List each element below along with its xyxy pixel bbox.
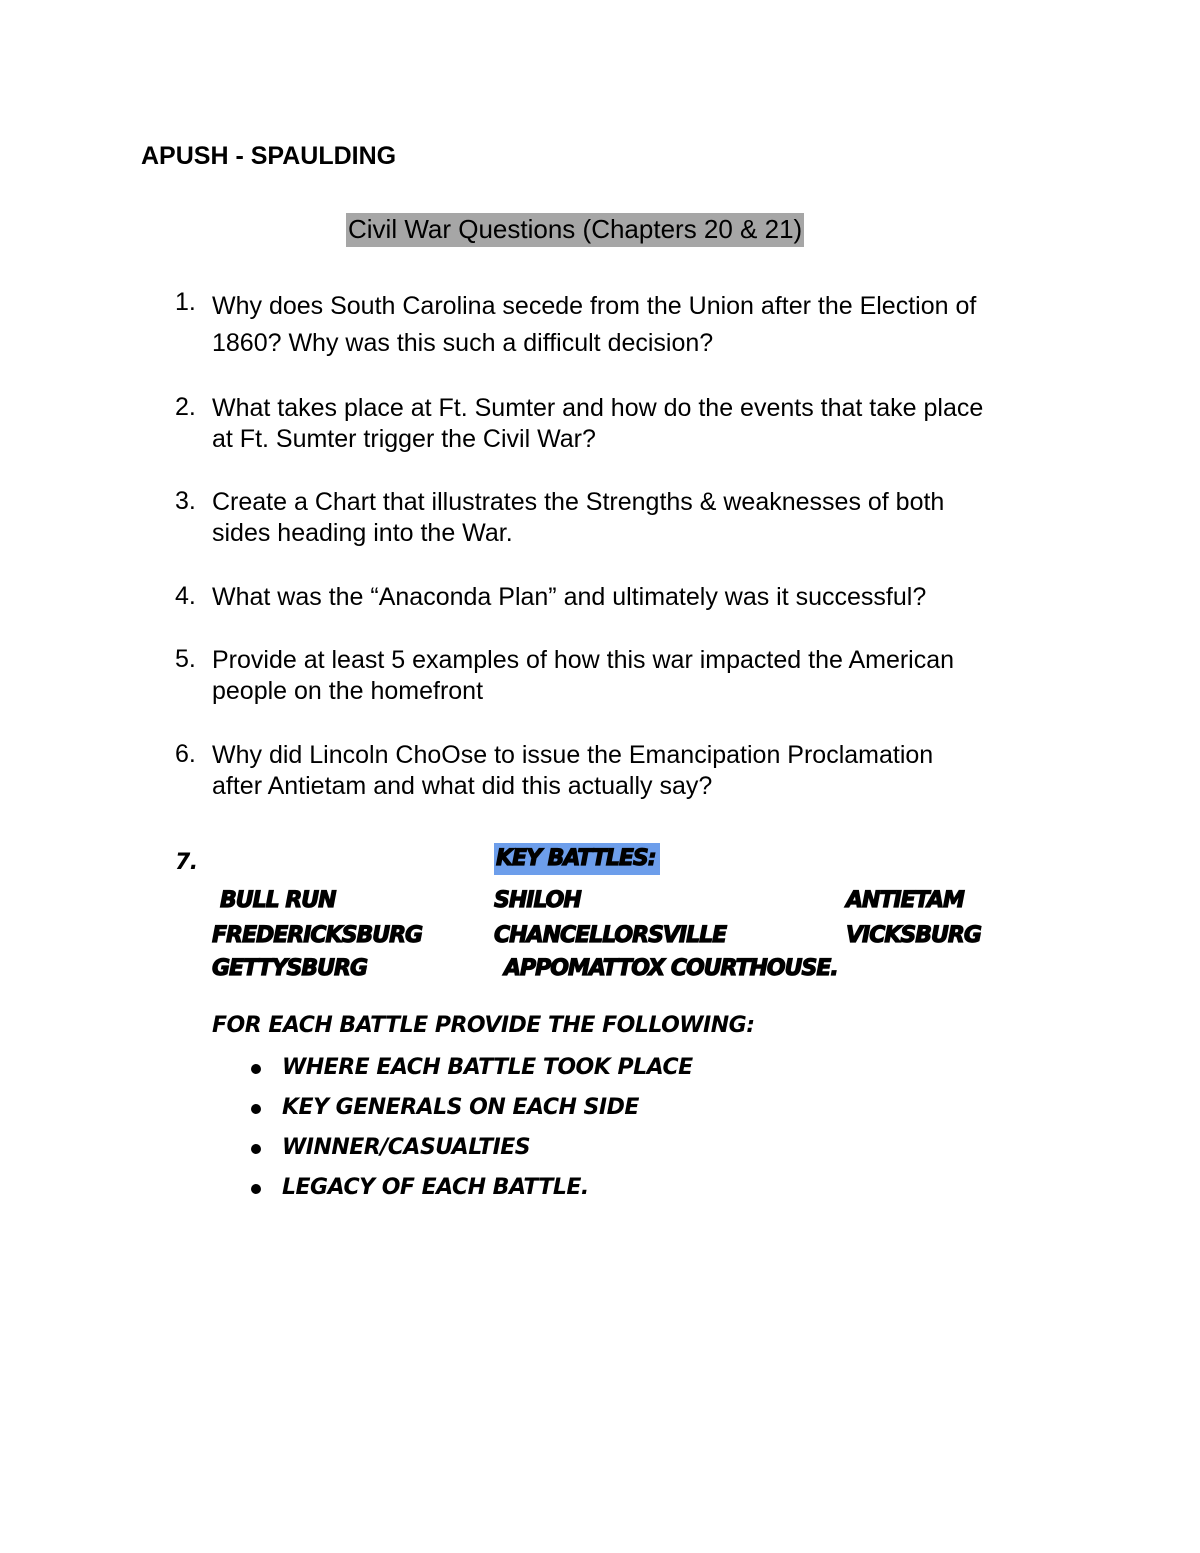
battle-shiloh: SHILOH bbox=[494, 888, 581, 913]
question-line: sides heading into the War. bbox=[212, 519, 513, 547]
question-line: 1860? Why was this such a difficult decision? bbox=[212, 329, 714, 357]
question-line: Provide at least 5 examples of how this war impacted the American bbox=[212, 646, 955, 674]
requirements-list bbox=[246, 1052, 693, 1212]
question-line: What was the “Anaconda Plan” and ultimately was it successful? bbox=[212, 583, 927, 611]
battle-fredericksburg: FREDERICKSBURG bbox=[212, 923, 423, 948]
battle-antietam: ANTIETAM bbox=[846, 888, 964, 913]
battle-bull-run: BULL RUN bbox=[220, 888, 336, 913]
question-number: 4. bbox=[175, 582, 196, 610]
question-line: at Ft. Sumter trigger the Civil War? bbox=[212, 425, 596, 453]
question-text bbox=[212, 582, 1082, 613]
question-number: 2. bbox=[175, 393, 196, 421]
list-item: LEGACY OF EACH BATTLE. bbox=[246, 1172, 693, 1212]
question-line: Create a Chart that illustrates the Strengths & weaknesses of both bbox=[212, 488, 945, 516]
question-text bbox=[212, 645, 1082, 707]
question-number: 3. bbox=[175, 487, 196, 515]
battle-appomattox: APPOMATTOX COURTHOUSE. bbox=[504, 956, 838, 981]
document-title: Civil War Questions (Chapters 20 & 21) bbox=[346, 213, 804, 247]
question-text bbox=[212, 393, 1082, 455]
bullet-icon bbox=[251, 1144, 261, 1154]
bullet-icon bbox=[251, 1064, 261, 1074]
list-item: WINNER/CASUALTIES bbox=[246, 1132, 693, 1172]
course-header: APUSH - SPAULDING bbox=[141, 142, 397, 170]
question-text bbox=[212, 288, 1082, 362]
question-text bbox=[212, 740, 1082, 802]
question-line: What takes place at Ft. Sumter and how do the events that take place bbox=[212, 394, 984, 422]
list-item: WHERE EACH BATTLE TOOK PLACE bbox=[246, 1052, 693, 1092]
battle-chancellorsville: CHANCELLORSVILLE bbox=[494, 923, 727, 948]
question-number: 7. bbox=[175, 850, 198, 875]
key-battles-heading: KEY BATTLES: bbox=[494, 843, 660, 875]
question-number: 6. bbox=[175, 740, 196, 768]
question-line: Why did Lincoln ChoOse to issue the Emancipation Proclamation bbox=[212, 741, 934, 769]
question-text bbox=[212, 487, 1082, 549]
bullet-icon bbox=[251, 1184, 261, 1194]
list-item: KEY GENERALS ON EACH SIDE bbox=[246, 1092, 693, 1132]
bullet-icon bbox=[251, 1104, 261, 1114]
question-line: people on the homefront bbox=[212, 677, 484, 705]
question-number: 1. bbox=[175, 288, 196, 316]
instructions-text: FOR EACH BATTLE PROVIDE THE FOLLOWING: bbox=[212, 1013, 755, 1038]
battle-vicksburg: VICKSBURG bbox=[846, 923, 981, 948]
question-line: after Antietam and what did this actually say? bbox=[212, 772, 713, 800]
question-line: Why does South Carolina secede from the Union after the Election of bbox=[212, 292, 977, 320]
question-number: 5. bbox=[175, 645, 196, 673]
battle-gettysburg: GETTYSBURG bbox=[212, 956, 368, 981]
